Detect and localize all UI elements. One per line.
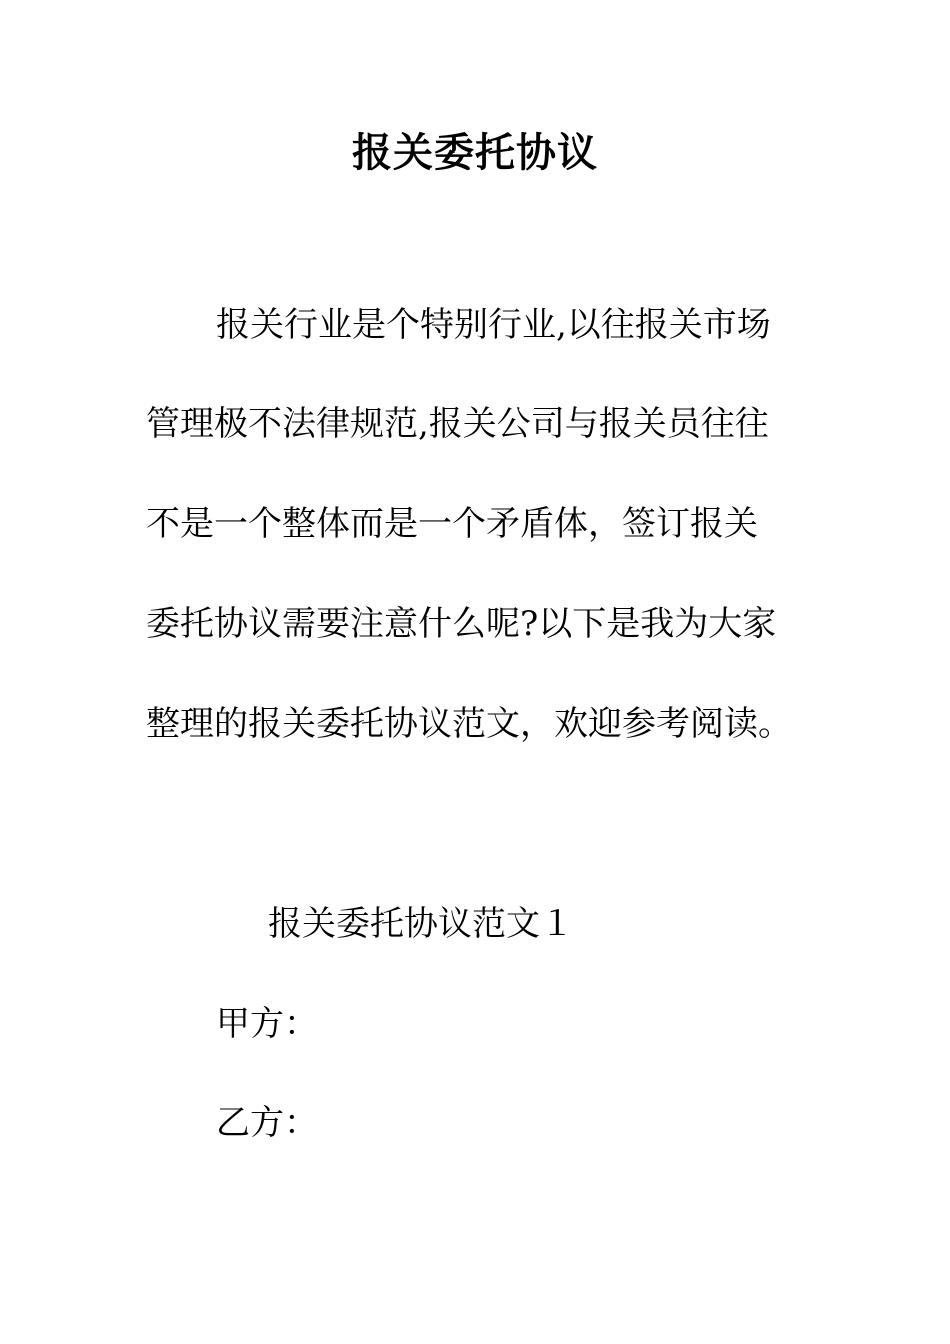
intro-line: 不是一个整体而是一个矛盾体，签订报关 <box>146 504 758 544</box>
party-a-label: 甲方： <box>216 1004 318 1044</box>
intro-line: 整理的报关委托协议范文，欢迎参考阅读。 <box>146 704 792 744</box>
intro-line: 管理极不法律规范,报关公司与报关员往往 <box>146 404 769 444</box>
document-title: 报关委托协议 <box>352 129 598 176</box>
party-b-label: 乙方： <box>216 1103 318 1143</box>
section-heading: 报关委托协议范文１ <box>268 904 574 944</box>
intro-line: 报关行业是个特别行业,以往报关市场 <box>216 305 771 345</box>
intro-line: 委托协议需要注意什么呢?以下是我为大家 <box>146 604 777 644</box>
